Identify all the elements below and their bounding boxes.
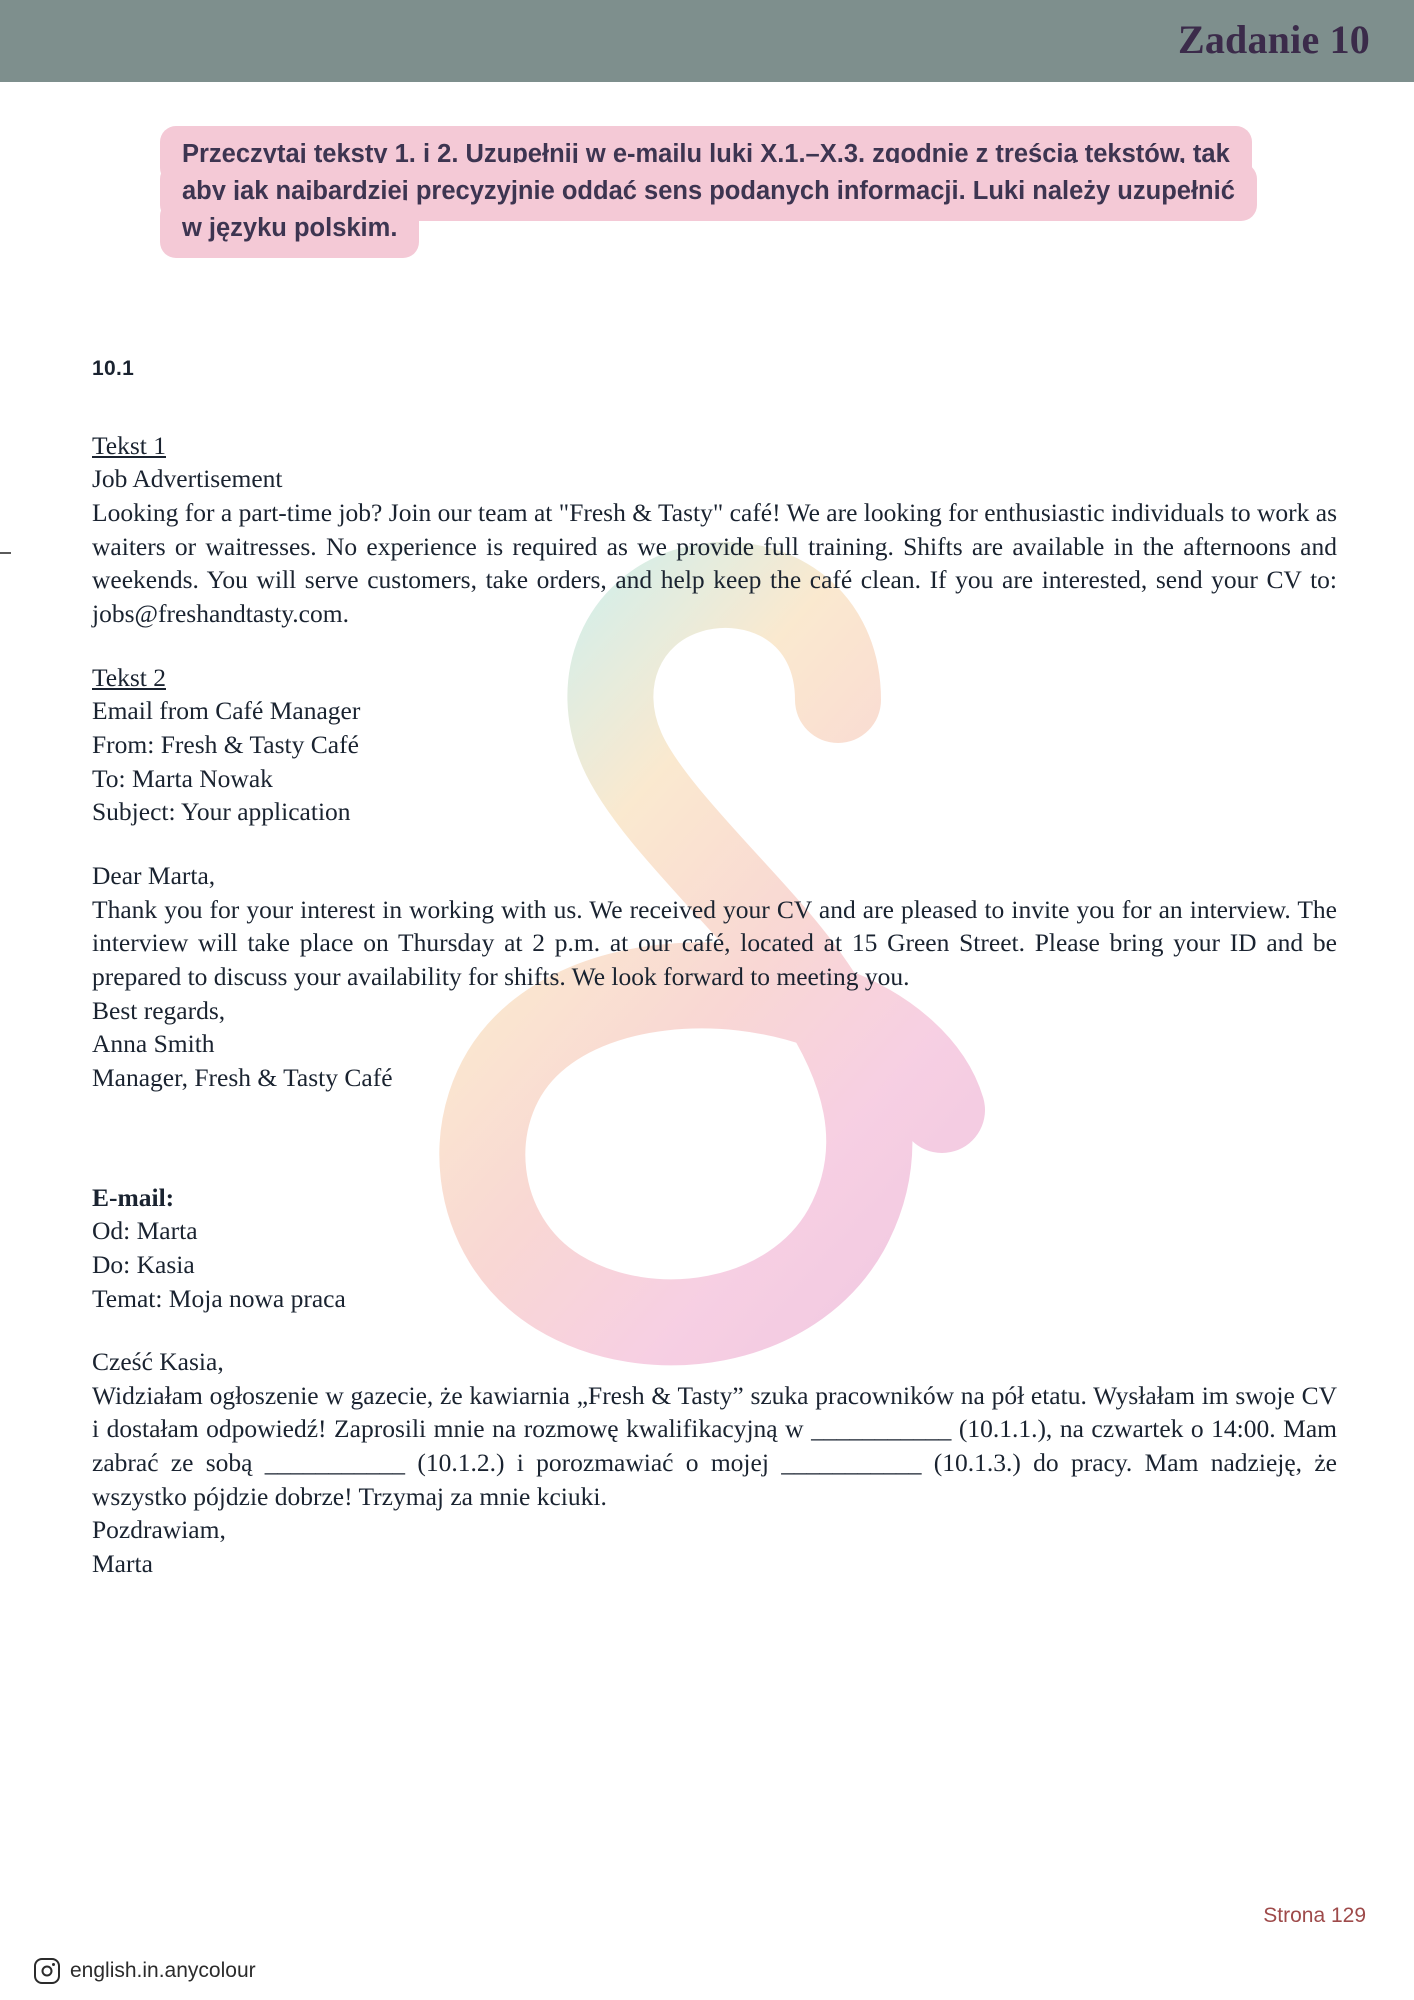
text1-label: Tekst 1 xyxy=(92,430,166,460)
instruction-text: Przeczytaj teksty 1. i 2. Uzupełnij w e-mailu luki X.1.–X.3. zgodnie z treścią tekstów, tak aby jak najbardziej precyzyjnie oddać sens podanych informacji. Luki należy uzupełnić w języku polskim. xyxy=(160,126,1257,258)
gap-3-ref: (10.1.3.) do pracy. Mam nadzieję, że wszystko pójdzie dobrze! Trzymaj za mnie kciuki. xyxy=(92,1448,1337,1511)
email-label: E-mail: xyxy=(92,1182,175,1212)
gap-2-blank[interactable]: ___________ xyxy=(264,1448,406,1478)
text2-greeting: Dear Marta, xyxy=(92,860,216,890)
gap-1-ref: (10.1.1.), na czwartek o 14:00. Mam zabrać ze sobą xyxy=(92,1414,1337,1478)
email-sender-name: Marta xyxy=(92,1549,153,1579)
instruction-block xyxy=(160,136,1250,247)
email-signoff: Pozdrawiam, xyxy=(92,1515,226,1545)
text2-sender-role: Manager, Fresh & Tasty Café xyxy=(92,1062,393,1092)
text2-to: To: Marta Nowak xyxy=(92,763,273,793)
email-to: Do: Kasia xyxy=(92,1249,195,1279)
text2-signoff: Best regards, xyxy=(92,995,226,1025)
footer-credit xyxy=(34,1958,256,1984)
email-subject: Temat: Moja nowa praca xyxy=(92,1283,346,1313)
email-body-part1: Widziałam ogłoszenie w gazecie, że kawiarnia „Fresh & Tasty” szuka pracowników na pół etatu. Wysłałam im swoje CV i dostałam odpowiedź! Zaprosili mnie na rozmowę kwalifikacyjną w xyxy=(92,1380,1337,1444)
task-number: 10.1 xyxy=(92,357,135,380)
handle-text: english.in.anycolour xyxy=(70,1959,256,1982)
text2-subject: Subject: Your application xyxy=(92,797,351,827)
text1-heading: Job Advertisement xyxy=(92,464,283,494)
email-body xyxy=(92,1379,1337,1514)
text2-sender-name: Anna Smith xyxy=(92,1029,215,1059)
text2-heading: Email from Café Manager xyxy=(92,696,361,726)
email-greeting: Cześć Kasia, xyxy=(92,1347,224,1377)
gap-3-blank[interactable]: ___________ xyxy=(781,1448,922,1478)
gap-2-ref: (10.1.2.) i porozmawiać o mojej xyxy=(405,1448,782,1478)
text1-body: Looking for a part-time job? Join our team at "Fresh & Tasty" café! We are looking for enthusiastic individuals to work as waiters or waitresses. No experience is required as we provide full training. Shifts are available in the afternoons and weekends. You will serve customers, take orders, and help keep the café clean. If you are interested, send your CV to: jobs@freshandtasty.com. xyxy=(92,498,1337,628)
document-body xyxy=(92,355,1337,1581)
text2-label: Tekst 2 xyxy=(92,662,166,692)
text2-body: Thank you for your interest in working with us. We received your CV and are pleased to invite you for an interview. The interview will take place on Thursday at 2 p.m. at our café, located at 15 Green Street. Please bring your ID and be prepared to discuss your availability for shifts. We look forward to meeting you. xyxy=(92,894,1337,991)
gap-1-blank[interactable]: ___________ xyxy=(811,1414,952,1444)
instagram-icon xyxy=(34,1958,60,1984)
page-edge-tick xyxy=(0,552,11,554)
text2-from: From: Fresh & Tasty Café xyxy=(92,729,359,759)
page-title: Zadanie 10 xyxy=(1177,17,1370,62)
page-number: Strona 129 xyxy=(1263,1904,1366,1927)
email-from: Od: Marta xyxy=(92,1216,198,1246)
